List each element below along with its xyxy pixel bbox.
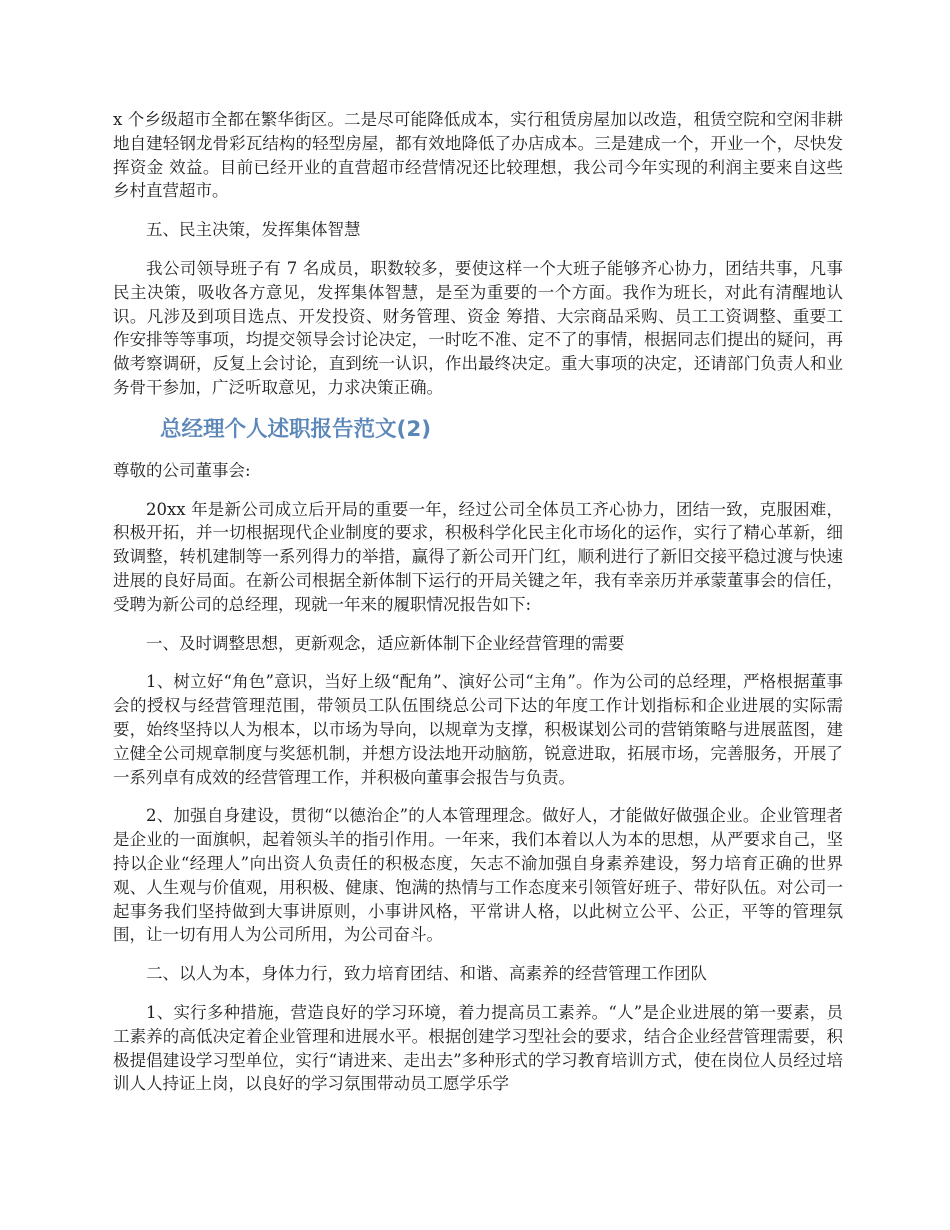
section-two-heading: 二、以人为本，身体力行，致力培育团结、和谐、高素养的经营管理工作团队	[146, 964, 707, 984]
item-1-1-paragraph: 1、树立好“角色”意识，当好上级“配角”、演好公司“主角”。作为公司的总经理，严格根据董事会的授权与经营管理范围，带领员工队伍围绕总公司下达的年度工作计划指标和企业进展的实际需要，始终坚持以人为根本，以市场为导向，以规章为支撑，积极谋划公司的营销策略与进展蓝图，建立健全公司规章制度与奖惩机制，并想方设法地开动脑筋，锐意进取，拓展市场，完善服务，开展了一系列卓有成效的经营管理工作，并积极向董事会报告与负责。	[113, 672, 843, 787]
item-2-1-paragraph: 1、实行多种措施，营造良好的学习环境，着力提高员工素养。“人”是企业进展的第一要素，员工素养的高低决定着企业管理和进展水平。根据创建学习型社会的要求，结合企业经营管理需要，积极提倡建设学习型单位，实行“请进来、走出去”多种形式的学习教育培训方式，使在岗位人员经过培训人人持证上岗，以良好的学习氛围带动员工愿学乐学	[113, 1002, 843, 1094]
intro-paragraph: x 个乡级超市全都在繁华街区。二是尽可能降低成本，实行租赁房屋加以改造，租赁空院和空闲非耕地自建轻钢龙骨彩瓦结构的轻型房屋，都有效地降低了办店成本。三是建成一个，开业一个，尽快发挥资金 效益。目前已经开业的直营超市经营情况还比较理想，我公司今年实现的利润主要来自这些乡村直营超市。	[113, 110, 843, 201]
article-title: 总经理个人述职报告范文(2)	[160, 416, 432, 442]
salutation: 尊敬的公司董事会:	[113, 460, 251, 480]
section-five-heading: 五、民主决策，发挥集体智慧	[146, 220, 361, 240]
opening-paragraph: 20xx 年是新公司成立后开局的重要一年，经过公司全体员工齐心协力，团结一致，克服困难，积极开拓，并一切根据现代企业制度的要求，积极科学化民主化市场化的运作，实行了精心革新，细致调整，转机建制等一系列得力的举措，赢得了新公司开门红，顺利进行了新旧交接平稳过渡与快速进展的良好局面。在新公司根据全新体制下运行的开局关键之年，我有幸亲历并承蒙董事会的信任，受聘为新公司的总经理，现就一年来的履职情况报告如下:	[113, 499, 843, 614]
document-page	[113, 108, 843, 1111]
section-one-heading: 一、及时调整思想，更新观念，适应新体制下企业经营管理的需要	[146, 633, 625, 653]
item-1-2-paragraph: 2、加强自身建设，贯彻“以德治企”的人本管理理念。做好人，才能做好做强企业。企业管理者是企业的一面旗帜，起着领头羊的指引作用。一年来，我们本着以人为本的思想，从严要求自己，坚持以企业“经理人”向出资人负责任的积极态度，矢志不渝加强自身素养建设，努力培育正确的世界观、人生观与价值观，用积极、健康、饱满的热情与工作态度来引领管好班子、带好队伍。对公司一起事务我们坚持做到大事讲原则，小事讲风格，平常讲人格，以此树立公平、公正，平等的管理氛围，让一切有用人为公司所用，为公司奋斗。	[113, 806, 843, 945]
section-five-paragraph: 我公司领导班子有 7 名成员，职数较多，要使这样一个大班子能够齐心协力，团结共事，凡事民主决策，吸收各方意见，发挥集体智慧，是至为重要的一个方面。我作为班长，对此有清醒地认识。凡涉及到项目选点、开发投资、财务管理、资金 筹措、大宗商品采购、员工工资调整、重要工作安排等等事项，均提交领导会讨论决定，一时吃不准、定不了的事情，根据同志们提出的疑问，再做考察调研，反复上会讨论，直到统一认识，作出最终决定。重大事项的决定，还请部门负责人和业务骨干参加，广泛听取意见，力求决策正确。	[113, 258, 843, 397]
